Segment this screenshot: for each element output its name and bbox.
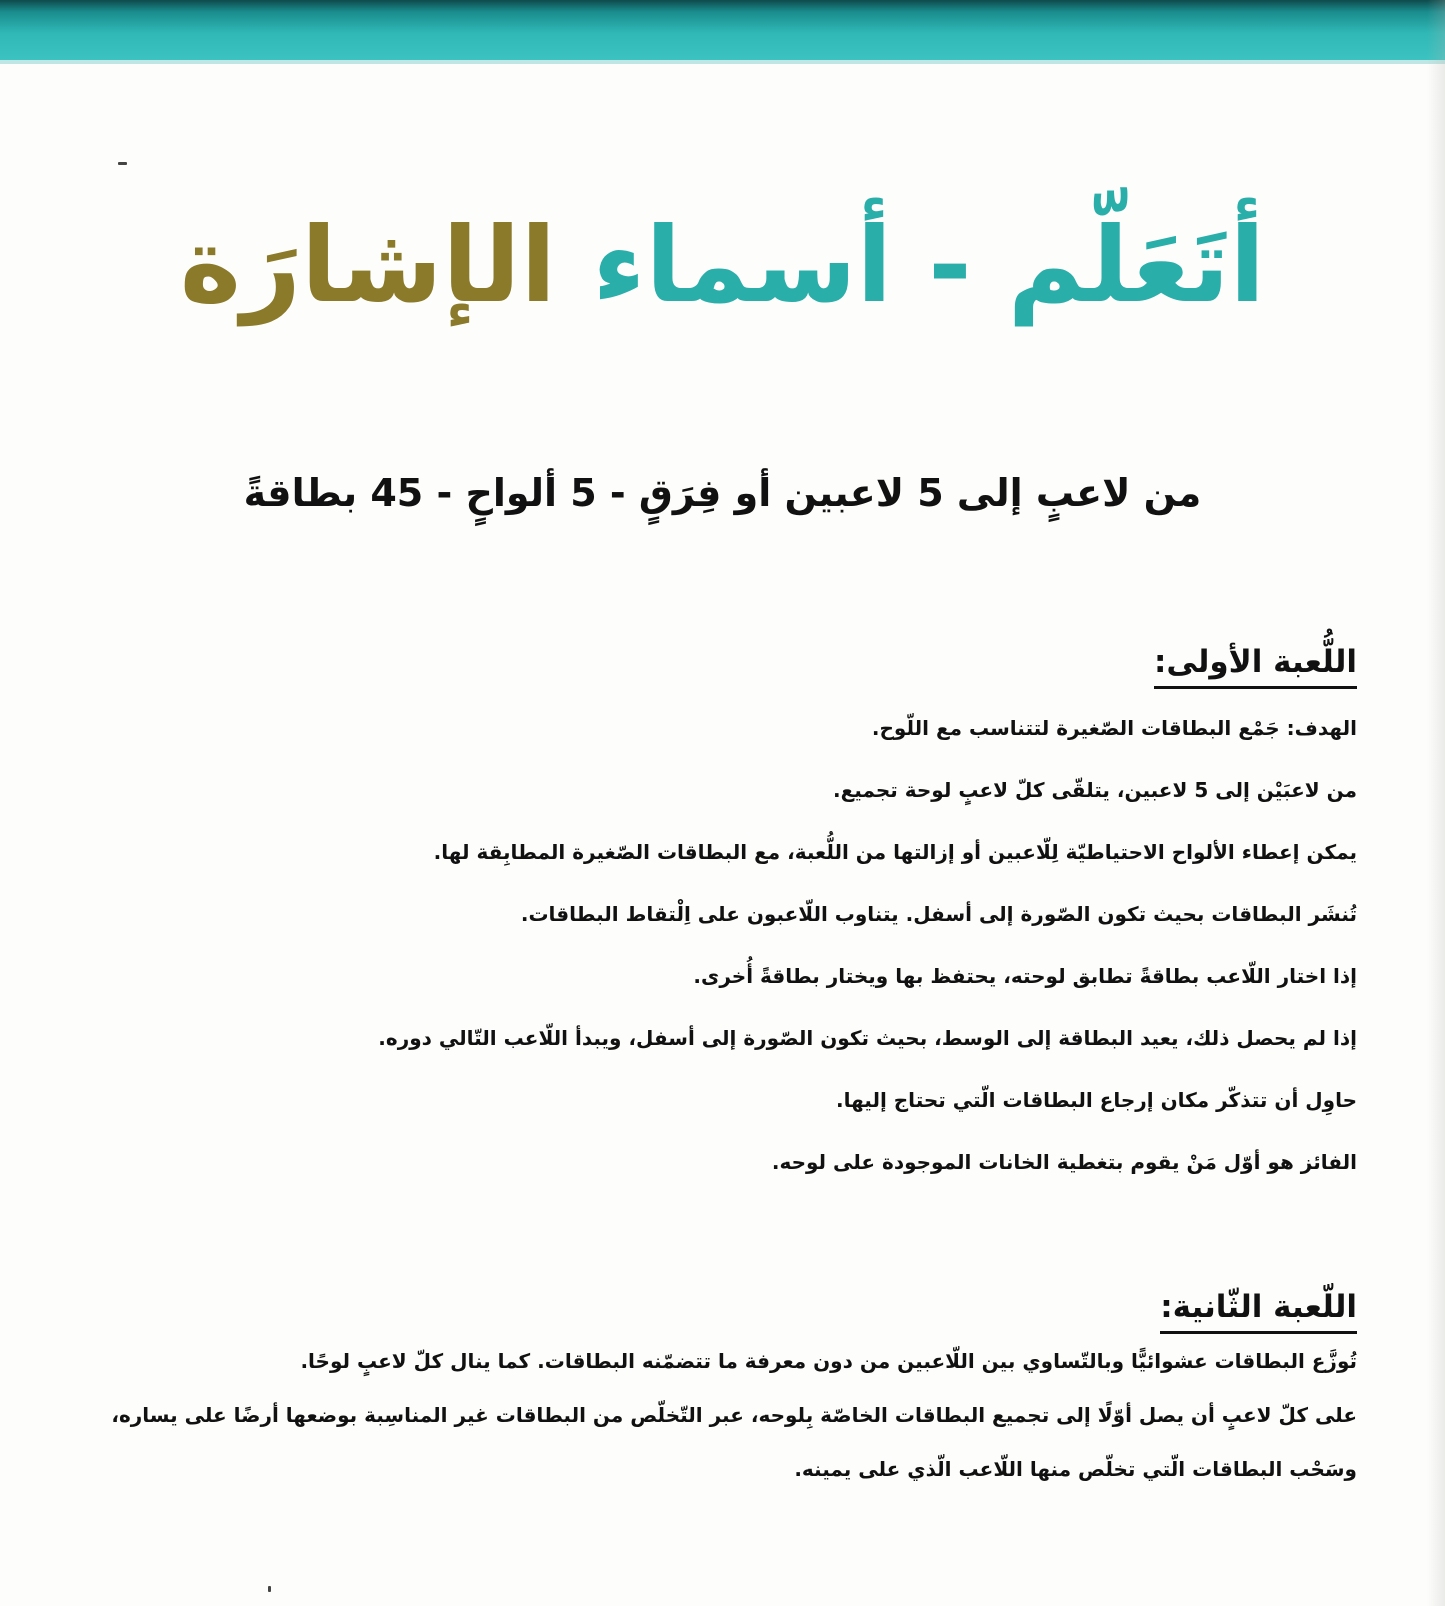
game-two-line: تُوزَّع البطاقات عشوائيًّا وبالتّساوي بين اللّاعبين من دون معرفة ما تتضمّنه البطاقات. كما ينال كلّ لاعبٍ لوحًا. [300, 1349, 1357, 1373]
game-one-line: حاوِل أن تتذكّر مكان إرجاع البطاقات الّتي تحتاج إليها. [835, 1088, 1357, 1112]
title-names: أسماء [556, 204, 893, 326]
game-two-line: وسَحْب البطاقات الّتي تخلّص منها اللّاعب الّذي على يمينه. [794, 1457, 1357, 1481]
top-band-edge [0, 60, 1445, 64]
page-title [0, 195, 1445, 335]
game-two-heading: اللّعبة الثّانية: [1160, 1285, 1357, 1334]
game-two-section [67, 1285, 1357, 1496]
game-specs-subtitle: من لاعبٍ إلى 5 لاعبين أو فِرَقٍ - 5 ألواحٍ - 45 بطاقةً [243, 471, 1202, 515]
game-one-line: الهدف: جَمْع البطاقات الصّغيرة لتتناسب مع اللّوح. [871, 716, 1357, 740]
game-one-line: تُنشَر البطاقات بحيث تكون الصّورة إلى أسفل. يتناوب اللّاعبون على اِلْتقاط البطاقات. [520, 902, 1357, 926]
top-color-band [0, 0, 1445, 60]
title-learn: أتَعَلّم [1007, 204, 1266, 326]
game-one-line: إذا اختار اللّاعب بطاقةً تطابق لوحته، يحتفظ بها ويختار بطاقةً أُخرى. [693, 964, 1357, 988]
game-one-line: إذا لم يحصل ذلك، يعيد البطاقة إلى الوسط، بحيث تكون الصّورة إلى أسفل، ويبدأ اللّاعب التّالي دوره. [378, 1026, 1357, 1050]
game-one-section [67, 640, 1357, 1193]
title-demonstrative: الإشارَة [179, 204, 557, 326]
game-one-line: يمكن إعطاء الألواح الاحتياطيّة لِلّاعبين أو إزالتها من اللُّعبة، مع البطاقات الصّغيرة المطابِقة لها. [433, 840, 1357, 864]
scan-speck [268, 1586, 271, 1592]
scan-speck [118, 162, 127, 165]
game-one-heading: اللُّعبة الأولى: [1154, 640, 1357, 689]
title-separator: - [892, 204, 1008, 326]
game-one-line: الفائز هو أوّل مَنْ يقوم بتغطية الخانات الموجودة على لوحه. [771, 1150, 1357, 1174]
game-two-line: على كلّ لاعبٍ أن يصل أوّلًا إلى تجميع البطاقات الخاصّة بِلوحه، عبر التّخلّص من البطاقات غير المناسِبة بوضعها أرضًا على يساره، [111, 1403, 1357, 1427]
game-one-line: من لاعبَيْن إلى 5 لاعبين، يتلقّى كلّ لاعبٍ لوحة تجميع. [833, 778, 1357, 802]
